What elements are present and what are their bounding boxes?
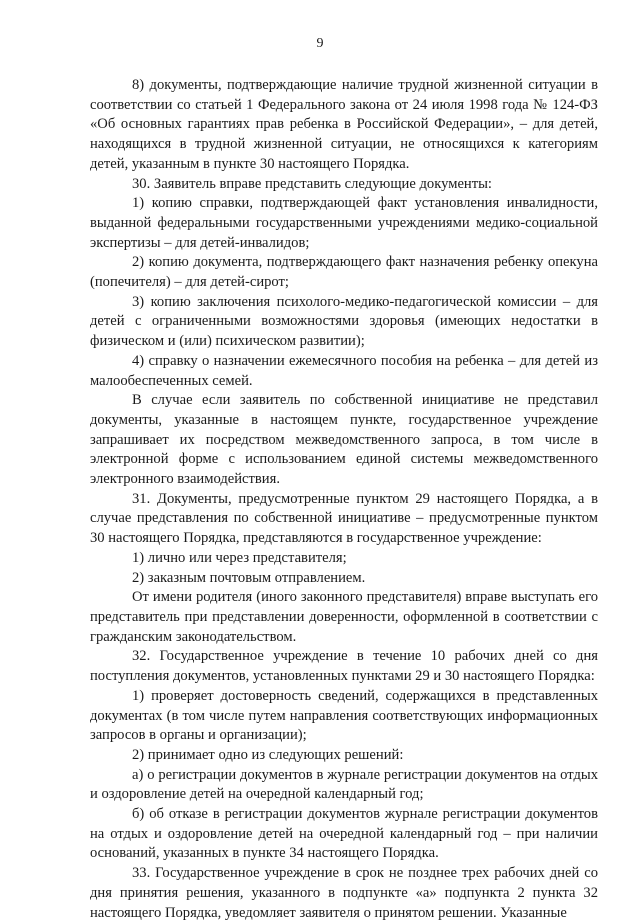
paragraph-interagency-request: В случае если заявитель по собственной инициативе не представил документы, указанные в настоящем пункте, государственное учреждение запрашивает их посредством межведомственного запроса, в том числе в электронной форме с использованием единой системы межведомственного электронного взаимодействия.	[90, 392, 598, 488]
paragraph-decision: 2) принимает одно из следующих решений:	[132, 746, 404, 763]
paragraph-verify-info: 1) проверяет достоверность сведений, содержащихся в представленных документах (в том числе путем направления соответствующих информационных запросов в органы и организации);	[90, 687, 598, 744]
paragraph-decision-b: б) об отказе в регистрации документов журнале регистрации документов на отдых и оздоровление детей на очередной календарный год – при наличии оснований, указанных в пункте 34 настоящего Порядка.	[90, 806, 598, 862]
page-number: 9	[316, 36, 324, 51]
paragraph-submit-in-person: 1) лично или через представителя;	[132, 549, 347, 566]
paragraph-item-1-disability: 1) копию справки, подтверждающей факт установления инвалидности, выданной федеральными государственными учреждениями медико-социальной экспертизы – для детей-инвалидов;	[90, 195, 598, 251]
paragraph-decision-a: а) о регистрации документов в журнале регистрации документов на отдых и оздоровление детей на очередной календарный год;	[90, 766, 598, 803]
paragraph-item-3-commission: 3) копию заключения психолого-медико-педагогической комиссии – для детей с ограниченными возможностями здоровья (имеющих недостатки в физическом и (или) психическом развитии);	[90, 293, 598, 350]
paragraph-section-31: 31. Документы, предусмотренные пунктом 29 настоящего Порядка, а в случае представления по собственной инициативе – предусмотренные пунктом 30 настоящего Порядка, представляются в государственное учреждение:	[90, 490, 598, 547]
paragraph-submit-by-mail: 2) заказным почтовым отправлением.	[132, 569, 366, 586]
paragraph-section-33: 33. Государственное учреждение в срок не позднее трех рабочих дней со дня принятия решения, указанного в подпункте «а» подпункта 2 пункта 32 настоящего Порядка, уведомляет заявителя о принятом решении. Указанные	[90, 865, 598, 921]
paragraph-section-32: 32. Государственное учреждение в течение 10 рабочих дней со дня поступления документов, установленных пунктами 29 и 30 настоящего Порядка:	[90, 648, 598, 685]
paragraph-section-30: 30. Заявитель вправе представить следующие документы:	[132, 175, 492, 192]
paragraph-item-2-guardian: 2) копию документа, подтверждающего факт назначения ребенку опекуна (попечителя) – для детей-сирот;	[90, 254, 598, 291]
paragraph-item-4-allowance: 4) справку о назначении ежемесячного пособия на ребенка – для детей из малообеспеченных семей.	[90, 352, 598, 389]
document-body	[90, 76, 598, 923]
paragraph-representative: От имени родителя (иного законного представителя) вправе выступать его представитель при представлении доверенности, оформленной в соответствии с гражданским законодательством.	[90, 589, 598, 645]
paragraph-item-8-documents: 8) документы, подтверждающие наличие трудной жизненной ситуации в соответствии со статьей 1 Федерального закона от 24 июля 1998 года № 124-ФЗ «Об основных гарантиях прав ребенка в Российской Федерации», – для детей, находящихся в трудной жизненной ситуации, не относящихся к категориям детей, указанным в пункте 30 настоящего Порядка.	[90, 77, 598, 172]
